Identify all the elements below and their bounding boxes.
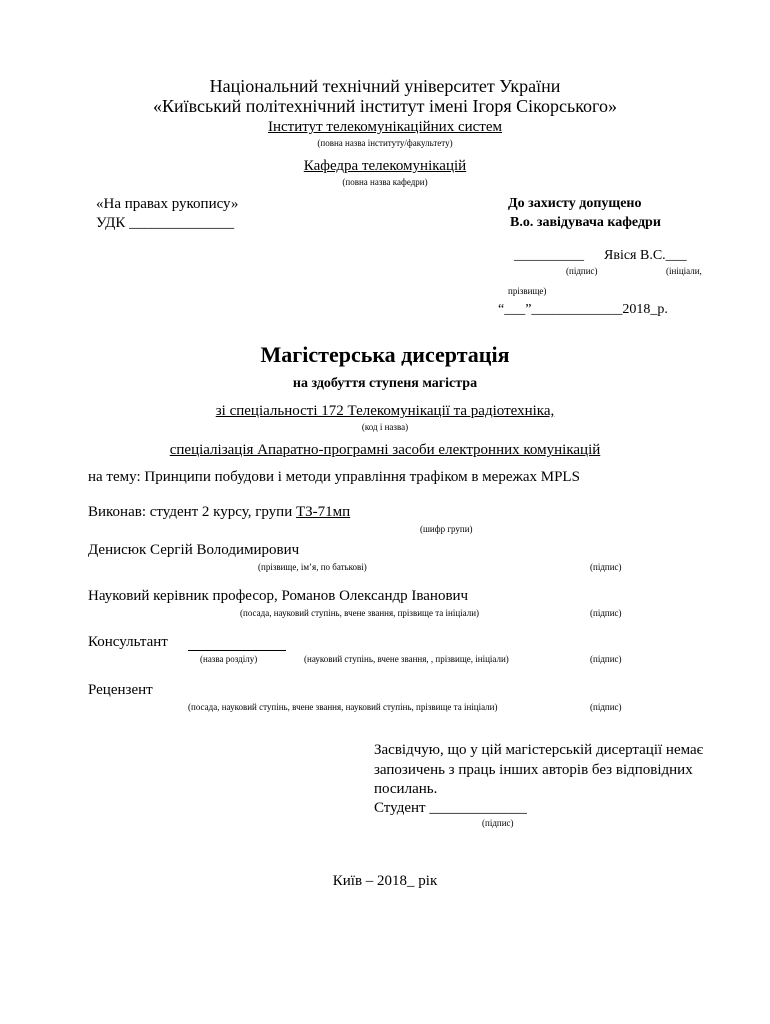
- consultant-signature-hint: (підпис): [590, 654, 622, 664]
- city-year: Київ – 2018_ рік: [332, 873, 438, 889]
- performed-prefix: Виконав: студент 2 курсу, групи: [88, 504, 296, 520]
- student-signature-hint: (підпис): [590, 562, 622, 572]
- consultant-blank-line: [188, 650, 286, 651]
- certification-signature-hint: (підпис): [482, 818, 514, 828]
- approval-line-2: В.о. завідувача кафедри: [510, 215, 661, 230]
- certification-line-3: посилань.: [374, 781, 438, 797]
- thesis-title: Магістерська дисертація: [260, 342, 510, 367]
- university-name: Національний технічний університет України: [209, 76, 561, 96]
- reviewer-hint: (посада, науковий ступінь, вчене звання, науковий ступінь, прізвище та ініціали): [188, 702, 498, 712]
- certification-line-1: Засвідчую, що у цій магістерській дисертації немає: [374, 742, 704, 758]
- degree-line: на здобуття ступеня магістра: [292, 376, 478, 391]
- reviewer-signature-hint: (підпис): [590, 702, 622, 712]
- institute-hint: (повна назва інституту/факультету): [317, 138, 453, 148]
- specialty-line: [0, 403, 770, 420]
- approval-initials-hint: (ініціали,: [666, 266, 702, 276]
- department-hint: (повна назва кафедри): [342, 177, 428, 187]
- topic-line: на тему: Принципи побудови і методи управління трафіком в мережах MPLS: [88, 469, 580, 485]
- specialization-text: спеціалізація Апаратно-програмні засоби електронних комунікацій: [169, 442, 601, 458]
- performed-line: [88, 504, 350, 521]
- specialty-hint: (код і назва): [361, 422, 409, 432]
- udc-label: УДК ______________: [96, 215, 235, 231]
- consultant-section-hint: (назва розділу): [200, 654, 258, 664]
- institute-text: Інститут телекомунікаційних систем: [267, 119, 502, 135]
- student-name-hint: (прізвище, ім’я, по батькові): [258, 562, 367, 572]
- certification-line-2: запозичень з праць інших авторів без відповідних: [374, 762, 693, 778]
- group-code: ТЗ-71мп: [295, 504, 351, 520]
- approval-line-1: До захисту допущено: [508, 196, 642, 211]
- institute-full-name: «Київський політехнічний інститут імені Ігоря Сікорського»: [153, 96, 617, 116]
- manuscript-label: «На правах рукопису»: [96, 196, 239, 212]
- approval-name: Явіся В.С.___: [604, 248, 687, 263]
- group-hint: (шифр групи): [420, 524, 473, 534]
- approval-signature-hint: (підпис): [566, 266, 598, 276]
- supervisor-signature-hint: (підпис): [590, 608, 622, 618]
- student-name: Денисюк Сергій Володимирович: [88, 542, 300, 558]
- reviewer-label: Рецензент: [88, 682, 153, 698]
- consultant-hint: (науковий ступінь, вчене звання, , прізвище, ініціали): [304, 654, 509, 664]
- supervisor-line: Науковий керівник професор, Романов Олександр Іванович: [88, 588, 469, 604]
- specialty-text: зі спеціальності 172 Телекомунікації та радіотехніка,: [215, 403, 555, 419]
- approval-signature-line: __________: [514, 248, 584, 263]
- consultant-label: Консультант: [88, 634, 168, 650]
- approval-date: “___”_____________2018_р.: [498, 302, 668, 317]
- institute-name: [0, 119, 770, 136]
- approval-surname-hint: прізвище): [508, 286, 547, 296]
- certification-student: Студент _____________: [374, 800, 527, 816]
- department-name: [0, 158, 770, 175]
- specialization-line: [0, 442, 770, 459]
- supervisor-hint: (посада, науковий ступінь, вчене звання, прізвище та ініціали): [240, 608, 480, 618]
- department-text: Кафедра телекомунікацій: [303, 158, 467, 174]
